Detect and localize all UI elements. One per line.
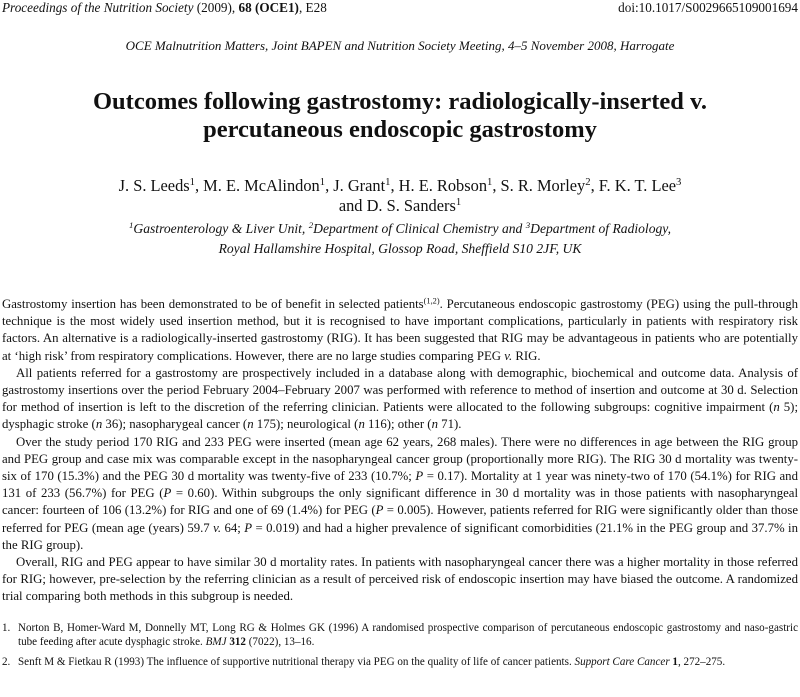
text: 64; bbox=[221, 520, 245, 535]
abstract-paragraph-3 bbox=[2, 434, 798, 554]
reference-list bbox=[2, 621, 798, 675]
title-line-2: percutaneous endoscopic gastrostomy bbox=[203, 116, 597, 143]
author-affiliation-mark: 1 bbox=[319, 177, 326, 189]
affiliation-department: Department of Clinical Chemistry and bbox=[313, 221, 526, 236]
author-affiliation-mark: 1 bbox=[385, 177, 391, 189]
author-affiliation-mark: 1 bbox=[455, 197, 462, 209]
author-name: and D. S. Sanders bbox=[338, 196, 456, 215]
text: P bbox=[163, 486, 172, 501]
text: 71). bbox=[437, 417, 462, 432]
abstract-paragraph-1 bbox=[2, 296, 798, 365]
journal-citation bbox=[2, 0, 327, 16]
text: P bbox=[375, 503, 384, 518]
author-affiliation-mark: 2 bbox=[585, 177, 591, 189]
doi-link[interactable]: doi:10.1017/S0029665109001694 bbox=[618, 0, 798, 15]
text: v. bbox=[213, 520, 222, 535]
text: = 0.005). However, patients referred for RIG were significantly older than those referred for PEG (mean age (years) 59.7 bbox=[2, 503, 798, 535]
text: RIG. bbox=[512, 348, 541, 363]
author-name: , M. E. McAlindon bbox=[194, 176, 320, 195]
affiliation-mark: 2 bbox=[308, 220, 314, 231]
text: 1 bbox=[669, 656, 678, 668]
affiliation-department: Gastroenterology & Liver Unit, bbox=[133, 221, 309, 236]
affiliations bbox=[0, 219, 800, 259]
affiliation-mark: 3 bbox=[525, 220, 531, 231]
text: P bbox=[415, 469, 424, 484]
abstract-paragraph-4: Overall, RIG and PEG appear to have similar 30 d mortality rates. In patients with nasopharyngeal cancer there was a higher mortality in those referred for RIG; however, pre-selection by the referring clinician as a result of perceived risk of endoscopic insertion may have biased the outcome. A randomized trial comparing both methods in this subgroup is needed. bbox=[2, 555, 798, 604]
reference-text bbox=[18, 655, 798, 669]
author-name: , F. K. T. Lee bbox=[590, 176, 677, 195]
text: 116); other ( bbox=[364, 417, 432, 432]
affiliation-mark: 1 bbox=[128, 220, 134, 231]
text: 175); neurological ( bbox=[253, 417, 359, 432]
text: = 0.17). Mortality at 1 year was ninety-two of 170 (54.1%) for RIG and 131 of 233 (56.7%) for PEG ( bbox=[2, 469, 798, 501]
reference-number: 2. bbox=[2, 656, 11, 668]
text: = 0.60). Within subgroups the only significant difference in 30 d mortality was in those patients with nasopharyngeal cancer: fourteen of 106 (13.2%) for RIG and one of 69 (1.4%) for PEG ( bbox=[2, 486, 799, 518]
reference-item bbox=[2, 621, 798, 649]
text: v. bbox=[504, 348, 513, 363]
text: n bbox=[95, 417, 103, 432]
meeting-line: OCE Malnutrition Matters, Joint BAPEN and Nutrition Society Meeting, 4–5 November 2008, Harrogate bbox=[125, 38, 675, 53]
author-name: , J. Grant bbox=[325, 176, 386, 195]
title-line-1: Outcomes following gastrostomy: radiologically-inserted v. bbox=[92, 88, 708, 115]
text: BMJ bbox=[205, 636, 227, 648]
text: n bbox=[247, 417, 254, 432]
journal-volume: 68 (OCE1) bbox=[238, 0, 299, 15]
citation-link[interactable]: (1,2) bbox=[423, 296, 440, 306]
author-affiliation-mark: 1 bbox=[487, 177, 493, 189]
text: = 0.019) and had a higher prevalence of significant comorbidities (21.1% in the PEG group and 37.7% in the RIG group). bbox=[2, 520, 798, 552]
author-name: J. S. Leeds bbox=[118, 176, 190, 195]
affiliation-department: Department of Radiology, bbox=[530, 221, 671, 236]
reference-text bbox=[18, 621, 798, 649]
text: n bbox=[431, 417, 438, 432]
text: n bbox=[358, 417, 365, 432]
affiliation-address: Royal Hallamshire Hospital, Glossop Road, Sheffield S10 2JF, UK bbox=[218, 241, 582, 256]
text: . Percutaneous endoscopic gastrostomy (PEG) using the pull-through technique is the most widely used insertion method, but it is recognised to have important complications, particularly in patients with respiratory risk factors. An alternative is a radiologically-inserted gastrostomy (RIG). It has been suggested that RIG may be advantageous in patients who are potentially at ‘high risk’ from respiratory complications. However, there are no large studies comparing PEG bbox=[2, 297, 798, 363]
author-affiliation-mark: 1 bbox=[189, 177, 195, 189]
text: Norton B, Homer-Ward M, Donnelly MT, Long RG & Holmes GK (1996) A randomised prospective comparison of percutaneous endoscopic gastrostomy and naso-gastric tube feeding after acute dysphagic stroke. bbox=[18, 622, 798, 648]
running-header bbox=[0, 0, 800, 18]
reference-number: 1. bbox=[2, 622, 11, 634]
text: 5); dysphagic stroke ( bbox=[2, 400, 798, 432]
text: Senft M & Fietkau R (1993) The influence of supportive nutritional therapy via PEG on the quality of life of cancer patients. bbox=[18, 656, 575, 668]
author-name: , H. E. Robson bbox=[390, 176, 488, 195]
text: P bbox=[244, 520, 253, 535]
author-list bbox=[0, 176, 800, 216]
journal-name: Proceedings of the Nutrition Society bbox=[2, 0, 194, 15]
reference-item bbox=[2, 655, 798, 669]
text: (7022), 13–16. bbox=[245, 636, 315, 648]
journal-year: (2009), bbox=[196, 0, 236, 15]
text: , 272–275. bbox=[677, 656, 726, 668]
text: n bbox=[773, 400, 780, 415]
abstract-paragraph-2 bbox=[2, 365, 798, 434]
text: 36); nasopharygeal cancer ( bbox=[102, 417, 248, 432]
text: Over the study period 170 RIG and 233 PEG were inserted (mean age 62 years, 268 males). There were no differences in age between the RIG group and PEG group and case mix was comparable except in the nasopharyngeal cancer group (proportionally more RIG). The RIG 30 d mortality was twenty-six of 170 (15.3%) and the PEG 30 d mortality was twenty-five of 233 (10.7%; bbox=[2, 434, 798, 484]
abstract-body bbox=[2, 296, 798, 606]
text: 312 bbox=[226, 636, 246, 648]
text: Gastrostomy insertion has been demonstrated to be of benefit in selected patients bbox=[2, 297, 424, 311]
author-name: , S. R. Morley bbox=[492, 176, 586, 195]
article-title bbox=[0, 88, 800, 144]
text: Support Care Cancer bbox=[574, 656, 670, 668]
journal-page: , E28 bbox=[298, 0, 327, 15]
author-affiliation-mark: 3 bbox=[676, 177, 682, 189]
text: All patients referred for a gastrostomy are prospectively included in a database along with demographic, biochemical and outcome data. Analysis of gastrostomy insertions over the period February 2004–February 2007 was performed with reference to method of insertion and outcome at 30 d. Selection for method of insertion is left to the discretion of the referring clinician. Patients were allocated to the following subgroups: cognitive impairment ( bbox=[2, 365, 798, 415]
